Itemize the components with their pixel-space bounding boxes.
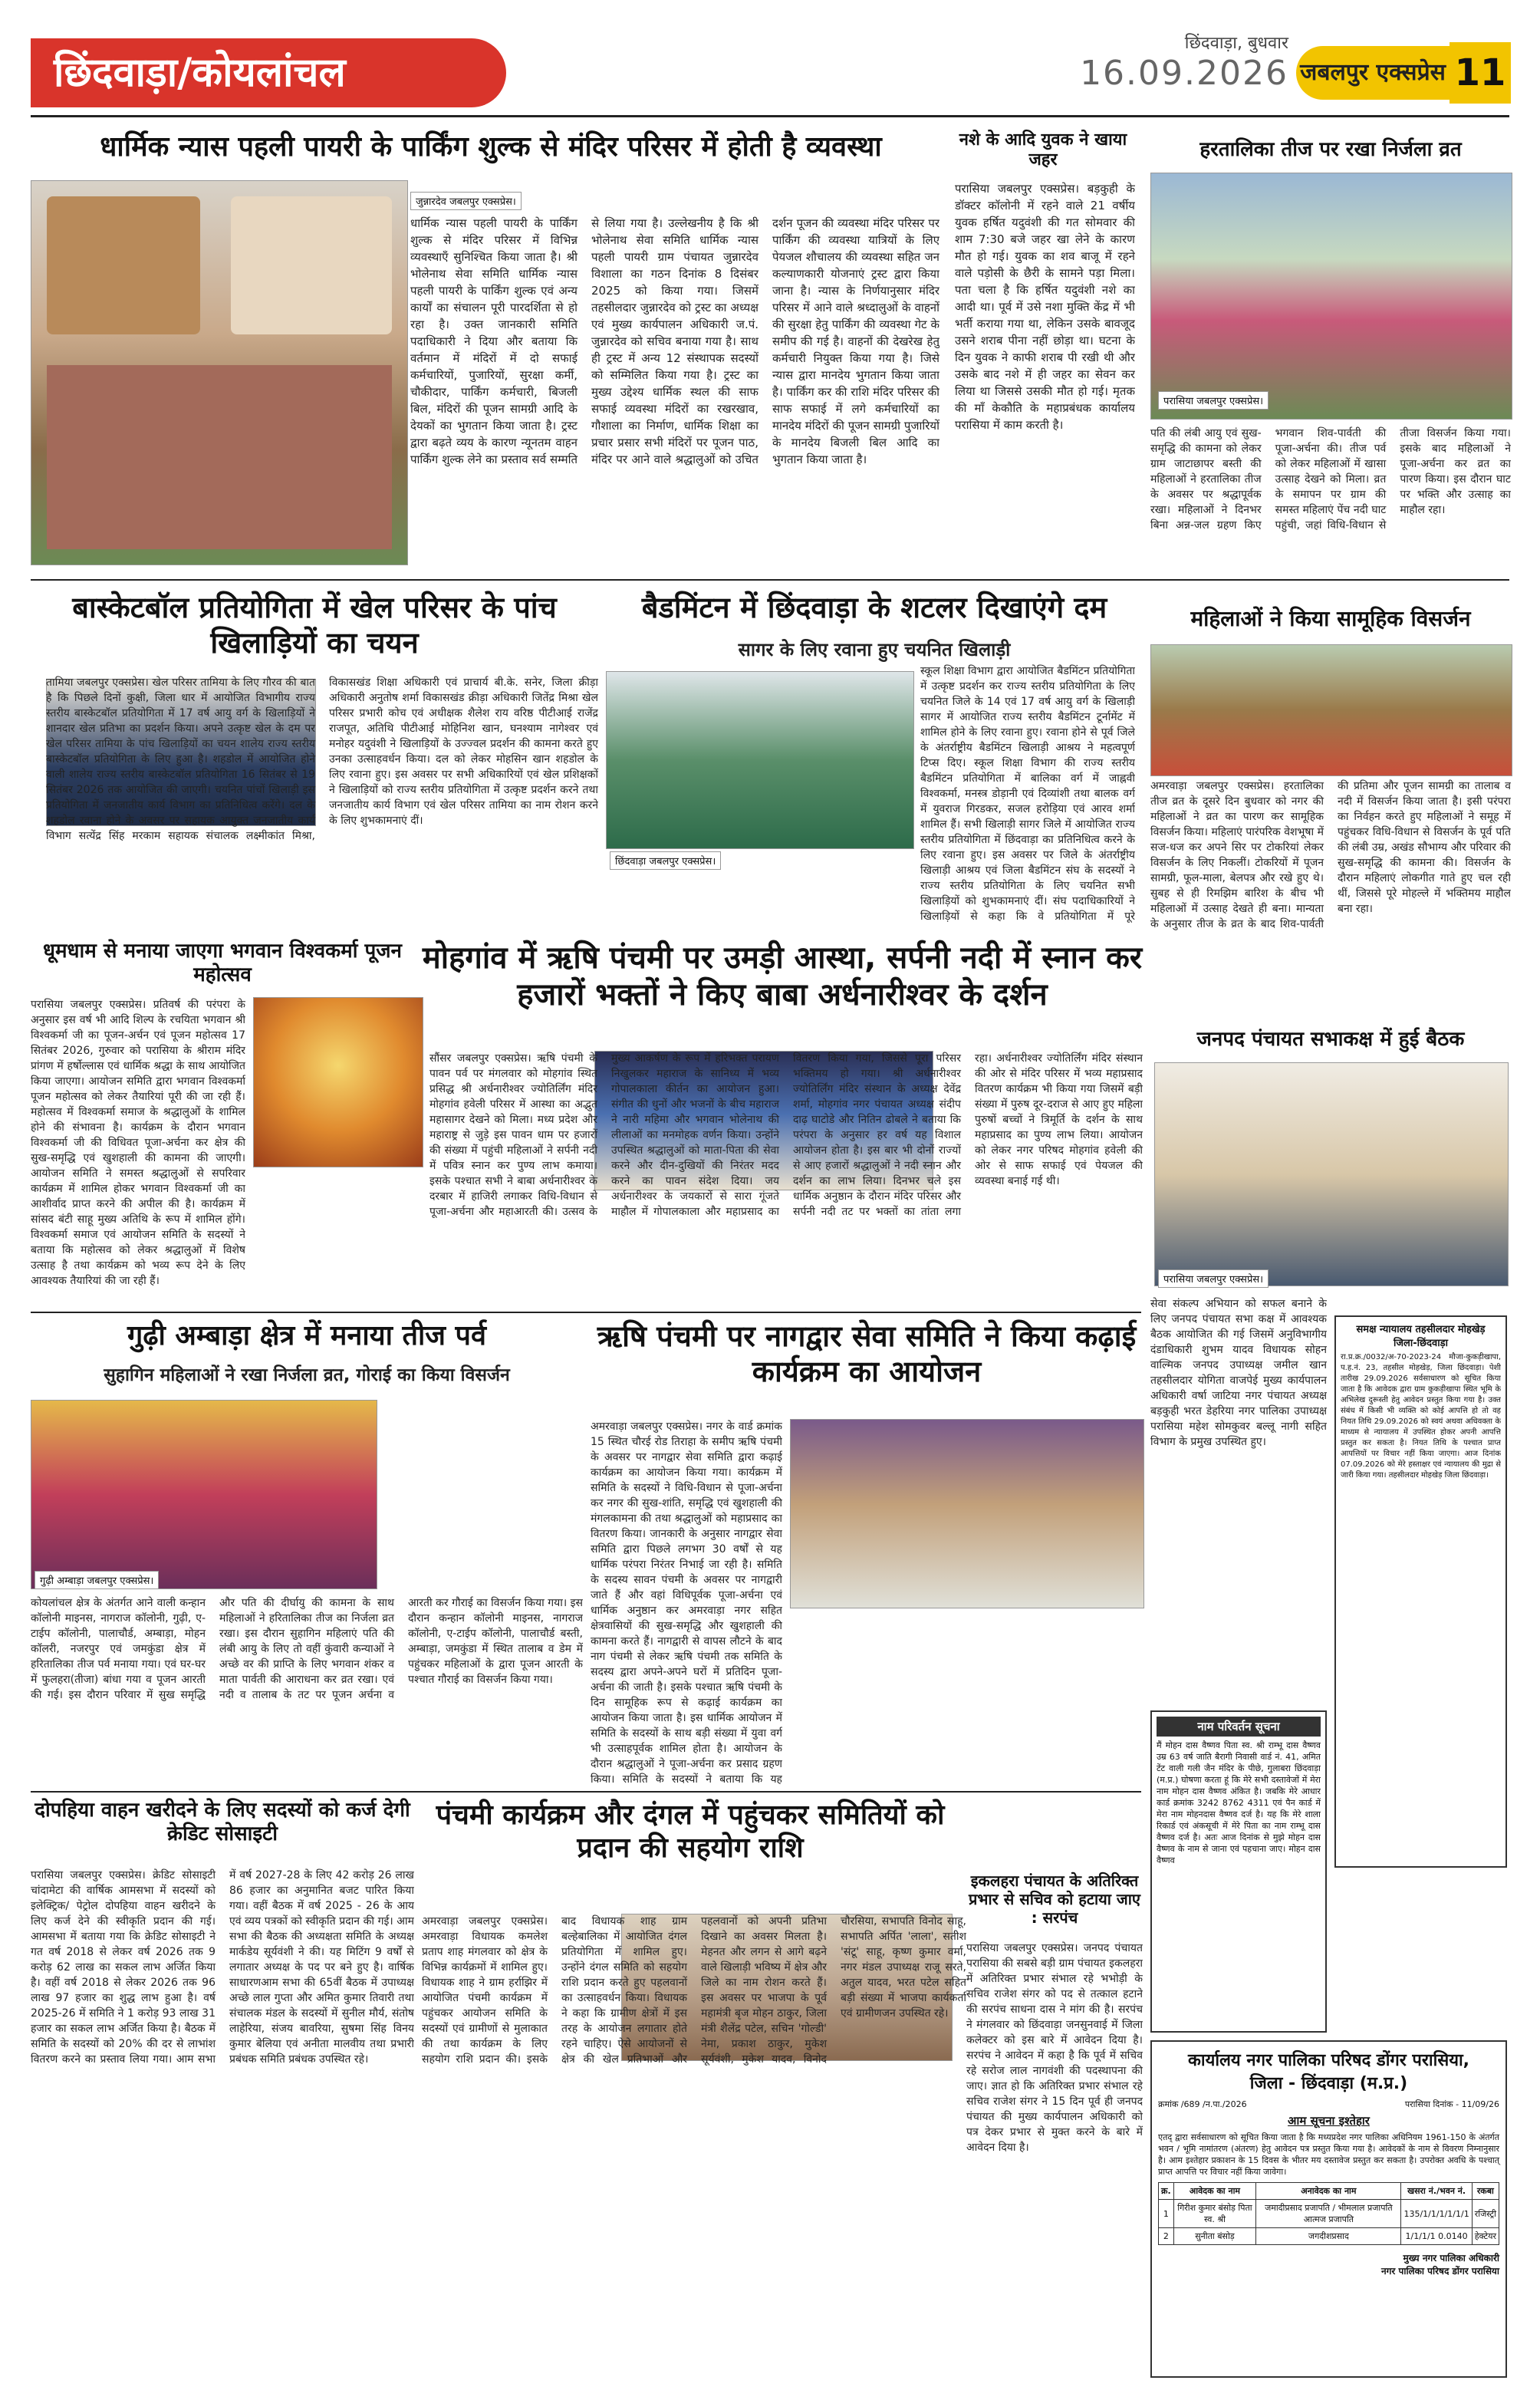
- notice-name-change: [1150, 1710, 1327, 2033]
- headline-gudhi: गुढ़ी अम्बाड़ा क्षेत्र में मनाया तीज पर्व: [127, 1320, 486, 1351]
- body-trust-parking: धार्मिक न्यास पहली पायरी के पार्किंग शुल्क से मंदिर परिसर में विभिन्न व्यवस्थाएँ सुनिश्चित किया जाता है। श्री भोलेनाथ सेवा समिति धार्मिक न्यास पहली पायरी के पार्किंग शुल्क एवं अन्य कार्यों का संचालन पूरी पारदर्शिता से हो रहा है। उक्त जानकारी समिति पदाधिकारी ने दिया और बताया कि वर्तमान में मंदिरों में दो सफाई कर्मचारियों, पुजारियों, सुरक्षा कर्मी, चौकीदार, पार्किंग कर्मचारी, बिजली बिल, मंदिरों की पूजन सामग्री आदि के देयकों का भुगतान किया जाता है। ट्रस्ट द्वारा बढ़ते व्यय के कारण न्यूनतम वाहन पार्किंग शुल्क लेने का प्रस्ताव सर्व सम्मति से लिया गया है। उल्लेखनीय है कि श्री भोलेनाथ सेवा समिति धार्मिक न्यास पहली पायरी ग्राम पंचायत जुन्नारदेव विशाला का गठन दिनांक 8 दिसंबर 2025 को किया गया। जिसमें तहसीलदार जुन्नारदेव को ट्रस्ट का अध्यक्ष एवं मुख्य कार्यपालन अधिकारी ज.पं. जुन्नारदेव को सचिव बनाया गया है। साथ ही ट्रस्ट में अन्य 12 संस्थापक सदस्यों को सम्मिलित किया गया है। ट्रस्ट का मुख्य उद्देश्य धार्मिक स्थल की साफ सफाई व्यवस्था मंदिरों का रखरखाव, गौशाला का निर्माण, धार्मिक शिक्षा का प्रचार प्रसार सभी मंदिरों पर पूजन पाठ, मंदिर पर आने वाले श्रद्धालुओं को उचित दर्शन पूजन की व्यवस्था मंदिर परिसर पर पार्किंग की व्यवस्था यात्रियों के लिए पेयजल शौचालय की व्यवस्था सहित जन कल्याणकारी योजनाएं ट्रस्ट द्वारा किया जाना है। न्यास के निर्णयानुसार मंदिर परिसर में आने वाले श्रध्दालुओं के वाहनों की सुरक्षा हेतु पार्किंग की व्यवस्था गेट के समीप की गई है। वाहनों की देखरेख हेतु कर्मचारी नियुक्त किया गया है। जिसे न्यास द्वारा मानदेय भुगतान किया जाता है। पार्किंग कर की राशि मंदिर परिसर की साफ सफाई में लगे कर्मचारियों का मानदेय मंदिरों की पूजन सामग्री पुजारियों के मानदेय बिजली बिल आदि का भुगतान किया जाता है।: [410, 216, 939, 466]
- notice-name-title: नाम परिवर्तन सूचना: [1157, 1717, 1321, 1737]
- table-cell: सुनीता बंसोड़: [1173, 2228, 1256, 2245]
- headline-badminton: बैडमिंटन में छिंदवाड़ा के शटलर दिखाएंगे दम: [641, 591, 1107, 624]
- table-header: आवेदक का नाम: [1173, 2183, 1256, 2200]
- body-poison: परासिया जबलपुर एक्सप्रेस। बड़कुही के डॉक्टर कॉलोनी में रहने वाले 21 वर्षीय युवक हर्षित यदुवंशी की गत सोमवार की शाम 7:30 बजे जहर खा लेने के कारण मौत हो गई। युवक का शव बाजू में रहने वाले पड़ोसी के छैरी के सामने पड़ा मिला। पता चला है कि हर्षित यदुवंशी नशे का आदी था। पूर्व में उसे नशा मुक्ति केंद्र में भी भर्ती कराया गया था, लेकिन उसके बावजूद उसने शराब पीना नहीं छोड़ा था। घटना के दिन युवक ने काफी शराब पी रखी थी और उसके बाद नशे में ही जहर का सेवन कर लिया था जिससे उसकी मौत हो गई। मृतक की माँ केकौति के महाप्रबंधक कार्यालय परासिया में काम करती है।: [955, 182, 1135, 432]
- headline-janpad: जनपद पंचायत सभाकक्ष में हुई बैठक: [1196, 1028, 1465, 1051]
- page-number-box: [1450, 42, 1511, 104]
- photo-temple: [31, 180, 408, 565]
- notice-name-text: मैं मोहन दास वैष्णव पिता स्व. श्री राम्भू दास वैष्णव उम्र 63 वर्ष जाति बैरागी निवासी वार्ड नं. 41, अमित टेंट वाली गली जैन मंदिर के पीछे, गुलाबरा छिंदवाड़ा (म.प्र.) घोषणा करता हूं कि मेरे सभी दस्तावेजों में मेरा नाम मोहन दास वैष्णव अंकित है। जबकि मेरे आधार कार्ड क्रमांक 3242 8762 4311 एवं पैन कार्ड में मेरा नाम मोहनदास वैष्णव दर्ज है। यह कि मेरे शाला रिकार्ड एवं अंकसूची में मेरे पिता का नाम राम्भू दास वैष्णव दर्ज है। अतः आज दिनांक से मुझे मोहन दास वैष्णव के नाम से जाना एवं पहचाना जाए। मोहन दास वैष्णव: [1157, 1740, 1321, 1865]
- date-block: [920, 31, 1288, 107]
- divider-3: [31, 1791, 1141, 1793]
- table-cell: हेक्टेयर: [1472, 2228, 1499, 2245]
- photo-vishwakarma: [253, 997, 423, 1167]
- table-row: [1159, 2228, 1499, 2245]
- notice-council-heading: आम सूचना इश्तेहार: [1288, 2114, 1370, 2128]
- table-cell: 135/1/1/1/1/1/1: [1401, 2200, 1472, 2228]
- brand-name: जबलपुर एक्सप्रेस: [1300, 59, 1446, 86]
- table-row: [1159, 2200, 1499, 2228]
- notice-council-signature-org: नगर पालिका परिषद डोंगर परासिया: [1381, 2266, 1499, 2277]
- body-credit-society: परासिया जबलपुर एक्सप्रेस। क्रेडिट सोसाइटी चांदामेटा की वार्षिक आमसभा में सदस्यों को इलेक्ट्रिक/ पेट्रोल दोपहिया वाहन खरीदने के लिए कर्ज देने की स्वीकृति प्रदान की गई। आमसभा में बताया गया कि क्रेडिट सोसाइटी ने गत वर्ष 2018 से लेकर वर्ष 2026 तक 9 करोड़ 62 लाख का सकल लाभ अर्जित किया है। वहीं वर्ष 2018 से लेकर 2026 तक 96 लाख 97 हजार का शुद्ध लाभ हुआ है। वर्ष 2025-26 में समिति ने 1 करोड़ 93 लाख 31 हजार का सकल लाभ अर्जित किया है। बैठक में समिति के सदस्यों को 20% की दर से लाभांश वितरण करने का प्रस्ताव लिया गया। आम सभा में वर्ष 2027-28 के लिए 42 करोड़ 26 लाख 86 हजार का अनुमानित बजट पारित किया गया। वहीं बैठक में वर्ष 2025 - 26 के आय एवं व्यय पत्रकों को स्वीकृति प्रदान की गई। आम सभा की बैठक की अध्यक्षता समिति के अध्यक्ष मार्कडेय सूर्यवंशी ने की। यह मिटिंग 9 वर्षों से लगातार अध्यक्ष के पद पर बने हुए है। वार्षिक साधारणआम सभा की 65वीं बैठक में उपाध्यक्ष अच्छे लाल गुप्ता और अमित कुमार तिवारी तथा संचालक मंडल के सदस्यों में सुनील मौर्य, संतोष लाहेरिया, संजय बावरिया, सुषमा सिंह विनय कुमार बेलिया एवं अनीता मालवीय तथा प्रभारी प्रबंधक समिति प्रबंधक उपस्थित रहे।: [31, 1869, 414, 2066]
- table-header: रकबा: [1472, 2183, 1499, 2200]
- body-sarpanch: परासिया जबलपुर एक्सप्रेस। जनपद पंचायत परासिया की सबसे बड़ी ग्राम पंचायत इकलहरा में अतिरिक्त प्रभार संभाल रहे भभोड़ी के सचिव राजेश संगर को पद से तत्काल हटाने की सरपंच साधना दास ने मांग की है। सरपंच ने मंगलवार को छिंदवाड़ा जनसुनवाई में जिला कलेक्टर को इस बारे में आवेदन दिया है। सरपंच ने आवेदन में कहा है कि पूर्व में सचिव रहे सरोज लाल नागवंशी की पदस्थापना की जाए। ज्ञात हो कि अतिरिक्त प्रभार संभाल रहे सचिव राजेश संगर ने 15 दिन पूर्व ही जनपद पंचायत की मुख्य कार्यपालन अधिकारी को पत्र देकर प्रभार से मुक्त करने के बारे में आवेदन दिया है।: [966, 1942, 1143, 2154]
- body-panchmi: अमरवाड़ा जबलपुर एक्सप्रेस। अमरवाड़ा विधायक कमलेश प्रताप शाह मंगलवार को क्षेत्र के विभिन्न कार्यक्रमों में शामिल हुए। विधायक शाह ने ग्राम हर्राझिर में आयोजित पंचमी कार्यक्रम में पहुंचकर आयोजन समिति के सदस्यों एवं ग्रामीणों से मुलाकात की तथा कार्यक्रम के लिए सहयोग राशि प्रदान की। इसके बाद विधायक शाह ग्राम बल्हेबालिका में आयोजित दंगल प्रतियोगिता में शामिल हुए। उन्होंने दंगल समिति को सहयोग राशि प्रदान करते हुए पहलवानों का उत्साहवर्धन किया। विधायक ने कहा कि ग्रामीण क्षेत्रों में इस तरह के आयोजन लगातार होते रहने चाहिए। ऐसे आयोजनों से क्षेत्र की खेल प्रतिभाओं और पहलवानों को अपनी प्रतिभा दिखाने का अवसर मिलता है। मेहनत और लगन से आगे बढ़ने वाले खिलाड़ी भविष्य में क्षेत्र और जिले का नाम रोशन करते हैं। इस अवसर पर भाजपा के पूर्व महामंत्री बृज मोहन ठाकुर, जिला मंत्री शैलेंद्र पटेल, सचिन 'गोल्डी' नेमा, प्रकाश ठाकुर, मुकेश सूर्यवंशी, मुकेश यादव, विनोद चौरसिया, सभापति विनोद साहू, सभापति अर्पित 'लाला', सतीश 'संटू' साहू, कृष्ण कुमार वर्मा, नगर मंडल उपाध्यक्ष राजू सरते, अतुल यादव, भरत पटेल सहित बड़ी संख्या में भाजपा कार्यकर्ता एवं ग्रामीणजन उपस्थित रहे।: [422, 1915, 966, 2066]
- table-cell: रजिस्ट्री: [1472, 2200, 1499, 2228]
- body-teej: पति की लंबी आयु एवं सुख-समृद्धि की कामना को लेकर ग्राम जाटाछापर बस्ती की महिलाओं ने हरतालिका तीज के अवसर पर श्रद्धापूर्वक रखा। महिलाओं ने दिनभर बिना अन्न-जल ग्रहण किए भगवान शिव-पार्वती की पूजा-अर्चना की। तीज पर्व को लेकर महिलाओं में खासा उत्साह देखने को मिला। व्रत के समापन पर ग्राम की समस्त महिलाएं पेंच नदी घाट पहुंची, जहां विधि-विधान से तीजा विसर्जन किया गया। इसके बाद महिलाओं ने पूजा-अर्चना कर व्रत का पारण किया। इस दौरान घाट पर भक्ति और उत्साह का माहौल रहा।: [1150, 427, 1511, 532]
- headline-credit-society: दोपहिया वाहन खरीदने के लिए सदस्यों को कर्ज देगी क्रेडिट सोसाइटी: [35, 1799, 410, 1846]
- notice-council: [1150, 2040, 1507, 2378]
- headline-visarjan: महिलाओं ने किया सामूहिक विसर्जन: [1190, 606, 1471, 631]
- notice-tehsil-title: समक्ष न्यायालय तहसीलदार मोहखेड़: [1356, 1324, 1486, 1335]
- headline-poison: नशे के आदि युवक ने खाया जहर: [959, 130, 1127, 170]
- notice-tehsil: [1334, 1315, 1507, 1868]
- notice-council-signature: मुख्य नगर पालिका अधिकारी: [1403, 2253, 1499, 2263]
- notice-council-ref: क्रमांक /689 /न.पा./2026: [1158, 2099, 1247, 2109]
- table-header: क्र.: [1159, 2183, 1174, 2200]
- headline-mohgaon: मोहगांव में ऋषि पंचमी पर उमड़ी आस्था, सर्पनी नदी में स्नान कर हजारों भक्तों ने किए बाबा अर्धनारीश्वर के दर्शन: [422, 940, 1143, 1012]
- table-cell: जगदीशप्रसाद: [1256, 2228, 1401, 2245]
- table-cell: गिरीश कुमार बंसोड़ पिता स्व. श्री: [1173, 2200, 1256, 2228]
- photo-nagdwar: [790, 1419, 1144, 1608]
- notice-council-title: कार्यालय नगर पालिका परिषद डोंगर परासिया,: [1187, 2051, 1470, 2070]
- notice-council-district: जिला - छिंदवाड़ा (म.प्र.): [1249, 2074, 1408, 2093]
- body-vishwakarma: परासिया जबलपुर एक्सप्रेस। प्रतिवर्ष की परंपरा के अनुसार इस वर्ष भी आदि शिल्प के रचयिता भगवान श्री विश्वकर्मा जी का पूजन-अर्चन एवं पूजन महोत्सव 17 सितंबर 2026, गुरुवार को परासिया के श्रीराम मंदिर प्रांगण में हर्षोल्लास एवं धार्मिक श्रद्धा के साथ आयोजित किया जाएगा। आयोजन समिति द्वारा भगवान विश्वकर्मा पूजन महोत्सव को लेकर तैयारियां पूरी की जा रही हैं। महोत्सव में विश्वकर्मा समाज के श्रद्धालुओं के शामिल होने की संभावना है। कार्यक्रम के दौरान भगवान विश्वकर्मा जी की विधिवत पूजा-अर्चना कर क्षेत्र की सुख-समृद्धि एवं खुशहाली की कामना की जाएगी। आयोजन समिति ने समस्त श्रद्धालुओं से सपरिवार कार्यक्रम में शामिल होकर भगवान विश्वकर्मा जी का आशीर्वाद प्राप्त करने की अपील की है। कार्यक्रम में सांसद बंटी साहू मुख्य अतिथि के रूप में शामिल होंगे। विश्वकर्मा समाज एवं आयोजन समिति के सदस्यों ने बताया कि महोत्सव को लेकर श्रद्धालुओं में विशेष उत्साह है तथा कार्यक्रम को भव्य रूप देने के लिए आवश्यक तैयारियां की जा रही हैं।: [31, 999, 245, 1287]
- body-janpad: सेवा संकल्प अभियान को सफल बनाने के लिए जनपद पंचायत सभा कक्ष में आवश्यक बैठक आयोजित की गई जिसमें अनुविभागीय दंडाधिकारी शुभम यादव विधायक सोहन वाल्मिक जनपद उपाध्यक्ष जमील खान तहसीलदार योगिता वाजपेई मुख्य कार्यपालन अधिकारी वर्षा जाटिया नगर पंचायत अध्यक्ष बड़कुही भरत डेहरिया नगर पालिका उपाध्यक्ष परासिया महेश सोमकुवर बल्लू नागी सहित विभाग के प्रमुख उपस्थित हुए।: [1150, 1298, 1327, 1448]
- section-banner: [31, 38, 506, 107]
- table-header: खसरा नं./भवन नं.: [1401, 2183, 1472, 2200]
- notice-tehsil-district: जिला-छिंदवाड़ा: [1394, 1338, 1448, 1349]
- photo-caption-badminton: छिंदवाड़ा जबलपुर एक्सप्रेस।: [610, 851, 721, 870]
- photo-teej: [1150, 173, 1512, 420]
- headline-panchmi: पंचमी कार्यक्रम और दंगल में पहुंचकर समितियों को प्रदान की सहयोग राशि: [436, 1799, 945, 1865]
- city-day: छिंदवाड़ा, बुधवार: [1184, 34, 1288, 53]
- headline-nagdwar: ऋषि पंचमी पर नागद्वार सेवा समिति ने किया कढ़ाई कार्यक्रम का आयोजन: [597, 1319, 1137, 1388]
- headline-vishwakarma: धूमधाम से मनाया जाएगा भगवान विश्वकर्मा पूजन महोत्सव: [43, 940, 402, 987]
- table-cell: 1: [1159, 2200, 1174, 2228]
- headline-basketball: बास्केटबॉल प्रतियोगिता में खेल परिसर के पांच खिलाड़ियों का चयन: [72, 591, 557, 660]
- subhead-gudhi: सुहागिन महिलाओं ने रखा निर्जला व्रत, गोराई का किया विसर्जन: [104, 1365, 510, 1385]
- body-basketball: तामिया जबलपुर एक्सप्रेस। खेल परिसर तामिया के लिए गौरव की बात है कि पिछले दिनों कुक्षी, जिला धार में आयोजित विभागीय राज्य स्तरीय बास्केटबॉल प्रतियोगिता में 17 वर्ष आयु वर्ग के खिलाड़ियों ने शानदार खेल प्रतिभा का प्रदर्शन किया। अपने उत्कृष्ट खेल के दम पर खेल परिसर तामिया के पांच खिलाड़ियों का चयन शालेय राज्य स्तरीय बास्केटबॉल प्रतियोगिता के लिए हुआ है। शहडोल में आयोजित होने वाली शालेय राज्य स्तरीय बास्केटबॉल प्रतियोगिता 16 सितंबर से 19 सितंबर 2026 तक आयोजित की जाएगी। चयनित पांचों खिलाड़ी इस प्रतियोगिता में जनजातीय कार्य विभाग का प्रतिनिधित्व करेंगे। दल के शहडोल रवाना होने के अवसर पर सहायक आयुक्त जनजातीय कार्य विभाग सत्येंद्र सिंह मरकाम सहायक संचालक लक्ष्मीकांत मिश्रा, विकासखंड शिक्षा अधिकारी एवं प्राचार्य बी.के. सनेर, जिला क्रीड़ा अधिकारी अनुतोष शर्मा विकासखंड क्रीड़ा अधिकारी जितेंद्र मिश्रा खेल परिसर प्रभारी कोच एवं अधीक्षक शैलेश राय वरिष्ठ पीटीआई राजेंद्र राजपूत, अतिथि पीटीआई मोहिनिश खान, घनश्याम नागेश्वर एवं मनोहर यदुवंशी ने खिलाड़ियों के उज्ज्वल प्रदर्शन की कामना करते हुए उनका उत्साहवर्धन किया। दल को लेकर मोहसिन खान शहडोल के लिए रवाना हुए। इस अवसर पर सभी अधिकारियों एवं खेल प्रशिक्षकों ने खिलाड़ियों को राज्य स्तरीय प्रतियोगिता में उत्कृष्ट प्रदर्शन करने तथा जनजातीय कार्य विभाग एवं खेल परिसर तामिया का नाम रोशन करने के लिए शुभकामनाएं दीं।: [46, 677, 598, 842]
- divider-2: [31, 1312, 1141, 1313]
- subhead-badminton: सागर के लिए रवाना हुए चयनित खिलाड़ी: [738, 639, 1011, 660]
- body-nagdwar: अमरवाड़ा जबलपुर एक्सप्रेस। नगर के वार्ड क्रमांक 15 स्थित चौरई रोड तिराहा के समीप ऋषि पंचमी के अवसर पर नागद्वार सेवा समिति द्वारा कढ़ाई कार्यक्रम का आयोजन किया गया। कार्यक्रम में समिति के सदस्यों ने विधि-विधान से पूजा-अर्चना कर नगर की सुख-शांति, समृद्धि एवं खुशहाली की मंगलकामना की तथा श्रद्धालुओं को महाप्रसाद का वितरण किया। जानकारी के अनुसार नागद्वार सेवा समिति द्वारा पिछले लगभग 30 वर्षों से यह धार्मिक परंपरा निरंतर निभाई जा रही है। समिति के सदस्य सावन पंचमी के अवसर पर नागद्वारी जाते हैं और वहां विधिपूर्वक पूजा-अर्चना एवं धार्मिक अनुष्ठान कर अमरवाड़ा नगर सहित क्षेत्रवासियों की सुख-समृद्धि और खुशहाली की कामना करते हैं। नागद्वारी से वापस लौटने के बाद नाग पंचमी से लेकर ऋषि पंचमी तक समिति के सदस्य द्वारा अपने-अपने घरों में प्रतिदिन पूजा-अर्चना की जाती है। इसके पश्चात ऋषि पंचमी के दिन सामूहिक रूप से कढ़ाई कार्यक्रम का आयोजन किया जाता है। इस धार्मिक आयोजन में समिति के सदस्यों के साथ बड़ी संख्या में युवा वर्ग भी उत्साहपूर्वक शामिल होता है। आयोजन के दौरान श्रद्धालुओं ने पूजा-अर्चना कर प्रसाद ग्रहण किया। समिति के सदस्यों ने बताया कि यह: [591, 1421, 782, 1786]
- notice-council-date: परासिया दिनांक - 11/09/26: [1404, 2099, 1499, 2109]
- table-header: अनावेदक का नाम: [1256, 2183, 1401, 2200]
- notice-council-text: एतद् द्वारा सर्वसाधारण को सूचित किया जाता है कि मध्यप्रदेश नगर पालिका अधिनियम 1961-150 के अंतर्गत भवन / भूमि नामांतरण (अंतरण) हेतु आवेदन पत्र प्रस्तुत किया गया है। आवेदकों के नाम से विवरण निम्नानुसार है। आम इश्तेहार प्रकाशन के 15 दिवस के भीतर मय दस्तावेज प्रस्तुत कर सकता है। उपरोक्त अवधि के पश्चात् प्राप्त आपत्ति पर विचार नहीं किया जावेगा।: [1158, 2132, 1499, 2177]
- table-cell: 2: [1159, 2228, 1174, 2245]
- table-header-row: [1159, 2183, 1499, 2200]
- notice-tehsil-text: रा.प्र.क्र./0032/अ-70-2023-24 मौजा-कुकड़ीखापा, प.ह.नं. 23, तहसील मोहखेड़, जिला छिंदवाड़ा। पेशी तारीख 29.09.2026 सर्वसाधारण को सूचित किया जाता है कि आवेदक द्वारा ग्राम कुकड़ीखापा स्थित भूमि के अभिलेख दुरूस्ती हेतु आवेदन प्रस्तुत किया गया है। उक्त संबंध में किसी भी व्यक्ति को कोई आपत्ति हो तो वह नियत तिथि 29.09.2026 को स्वयं अथवा अधिवक्ता के माध्यम से न्यायालय में उपस्थित होकर अपनी आपत्ति प्रस्तुत कर सकता है। नियत तिथि के पश्चात प्राप्त आपत्तियों पर विचार नहीं किया जाएगा। आज दिनांक 07.09.2026 को मेरे हस्ताक्षर एवं न्यायालय की मुद्रा से जारी किया गया। तहसीलदार मोहखेड़ जिला छिंदवाड़ा।: [1341, 1353, 1501, 1480]
- photo-caption-trust: जुन्नारदेव जबलपुर एक्सप्रेस।: [410, 192, 522, 210]
- photo-caption-teej: परासिया जबलपुर एक्सप्रेस।: [1158, 391, 1269, 410]
- divider-1: [31, 579, 1509, 581]
- photo-visarjan: [1150, 644, 1512, 776]
- headline-teej: हरतालिका तीज पर रखा निर्जला व्रत: [1199, 138, 1462, 161]
- photo-janpad: [1154, 1062, 1509, 1286]
- body-visarjan: अमरवाड़ा जबलपुर एक्सप्रेस। हरतालिका तीज व्रत के दूसरे दिन बुधवार को नगर की महिलाओं ने व्रत का पारण कर सामूहिक विसर्जन किया। महिलाएं पारंपरिक वेशभूषा में सज-धज कर अपने सिर पर टोकरियां लेकर विसर्जन के लिए निकलीं। टोकरियों में पूजन सामग्री, फूल-माला, बेलपत्र और रखे हुए थे। सुबह से ही रिमझिम बारिश के बीच भी महिलाओं में उत्साह देखते ही बना। मान्यता के अनुसार तीज के व्रत के बाद शिव-पार्वती की प्रतिमा और पूजन सामग्री का तालाब व नदी में विसर्जन किया जाता है। इसी परंपरा का निर्वहन करते हुए महिलाओं ने समूह में पहुंचकर विधि-विधान से विसर्जन के पूर्व पति की लंबी उम्र, अखंड सौभाग्य और परिवार की सुख-समृद्धि की कामना की। विसर्जन के दौरान महिलाएं लोकगीत गाते हुए चल रही थीं, जिससे पूरे मोहल्ले में भक्तिमय माहौल बना रहा।: [1150, 780, 1511, 930]
- masthead-rule: [31, 115, 1509, 117]
- brand-banner: [1296, 46, 1450, 100]
- body-badminton: स्कूल शिक्षा विभाग द्वारा आयोजित बैडमिंटन प्रतियोगिता में उत्कृष्ट प्रदर्शन कर राज्य स्तरीय प्रतियोगिता के लिए चयनित जिले के 14 एवं 17 वर्ष आयु वर्ग के खिलाड़ी सागर में आयोजित राज्य स्तरीय बैडमिंटन टूर्नामेंट में शामिल होने के लिए रवाना हुए। रवाना होने से पूर्व जिले के अंतर्राष्ट्रीय बैडमिंटन खिलाड़ी आश्रय ने महत्वपूर्ण टिप्स दिए। स्कूल शिक्षा विभाग की राज्य स्तरीय बैडमिंटन प्रतियोगिता में बालिका वर्ग में जाह्नवी विश्वकर्मा, मनस्त्र डोड़ानी एवं दिव्यांशी तथा बालक वर्ग में युवराज गिरडकर, सजल हरोड़िया एवं आरव शर्मा शामिल हैं। सभी खिलाड़ी सागर जिले में आयोजित राज्य स्तरीय प्रतियोगिता में छिंदवाड़ा का प्रतिनिधित्व करने के लिए रवाना हुए। इस अवसर पर जिले के अंतर्राष्ट्रीय खिलाड़ी आश्रय एवं जिला बैडमिंटन संघ के सदस्यों ने राज्य स्तरीय प्रतियोगिता के लिए चयनित सभी खिलाड़ियों को शुभकामनाएं दीं। संघ पदाधिकारियों ने खिलाड़ियों से कहा कि वे प्रतियोगिता में पूरे: [920, 665, 1135, 923]
- body-mohgaon: सौंसर जबलपुर एक्सप्रेस। ऋषि पंचमी के पावन पर्व पर मंगलवार को मोहगांव स्थित प्रसिद्ध श्री अर्धनारीश्वर ज्योतिर्लिंग मंदिर मोहगांव हवेली परिसर में आस्था का अद्भुत महासागर देखने को मिला। मध्य प्रदेश और महाराष्ट्र से जुड़े इस पावन धाम पर हजारों की संख्या में पहुंची महिलाओं ने सर्पनी नदी में पवित्र स्नान कर पुण्य लाभ कमाया। इसके पश्चात सभी ने बाबा अर्धनारीश्वर के दरबार में हाजिरी लगाकर विधि-विधान से पूजा-अर्चना और महाआरती की। उत्सव के मुख्य आकर्षण के रूप में हरिभक्त परायण निखुलकर महाराज के सानिध्य में भव्य गोपालकाला कीर्तन का आयोजन हुआ। संगीत की धुनों और भजनों के बीच महाराज ने नारी महिमा और भगवान भोलेनाथ की लीलाओं का मनमोहक वर्णन किया। उन्होंने उपस्थित श्रद्धालुओं को माता-पिता की सेवा करने और दीन-दुखियों की निरंतर मदद करने का पावन संदेश दिया। जय अर्धनारीश्वर के जयकारों से सारा गूंजते माहौल में गोपालकाला और महाप्रसाद का वितरण किया गया, जिससे पूरा परिसर भक्तिमय हो गया। श्री अर्धनारीश्वर ज्योतिर्लिंग मंदिर संस्थान के अध्यक्ष देवेंद्र शर्मा, मोहगांव नगर पंचायत अध्यक्ष संदीप दाढ़ घाटोडे और नितिन ढोबले ने बताया कि परंपरा के अनुसार हर वर्ष यह विशाल आयोजन होता है। इस बार भी दोनों राज्यों से आए हजारों श्रद्धालुओं ने नदी स्नान और दर्शन का लाभ लिया। दिनभर चले इस धार्मिक अनुष्ठान के दौरान मंदिर परिसर और सर्पनी नदी तट पर भक्तों का तांता लगा रहा। अर्धनारीश्वर ज्योतिर्लिंग मंदिर संस्थान की ओर से मंदिर परिसर में भव्य महाप्रसाद वितरण कार्यक्रम भी किया गया जिसमें बड़ी संख्या में पुरुष दूर-दराज से आए हुए महिला पुरुषों बच्चों ने त्रिमूर्ति के दर्शन के साथ महाप्रसाद का पुण्य लाभ लिया। आयोजन को लेकर नगर परिषद मोहगांव हवेली की ओर से साफ सफाई एवं पेयजल की व्यवस्था बनाई गई थी।: [429, 1052, 1143, 1218]
- photo-gudhi: [31, 1400, 377, 1589]
- body-gudhi: कोयलांचल क्षेत्र के अंतर्गत आने वाली कन्हान कॉलोनी माइनस, नागराज कॉलोनी, गुढ़ी, ए-टाईप कॉलोनी, पालाचौर्ड, अम्बाड़ा, मोहन कॉलरी, नजरपुर एवं जमकुंडा क्षेत्र में हरितालिका तीज पर्व मनाया गया। एवं घर-घर में फुलहरा(तीजा) बांधा गया व पूजन आरती की गई। इस दौरान परिवार में सुख समृद्धि और पति की दीर्घायु की कामना के साथ महिलाओं ने हरितालिका तीज का निर्जला व्रत रखा। इस दौरान सुहागिन महिलाएं पति की लंबी आयु के लिए तो वहीं कुंवारी कन्याओं ने अच्छे वर की प्राप्ति के लिए भगवान शंकर व माता पार्वती की आराधना कर व्रत रखा। एवं नदी व तालाब के तट पर पूजन अर्चना व आरती कर गौराई का विसर्जन किया गया। इस दौरान कन्हान कॉलोनी माइनस, नागराज कॉलोनी, ए-टाईप कॉलोनी, पालाचौर्ड बस्ती, अम्बाड़ा, जमकुंडा में स्थित तालाब व डेम में पहुंचकर महिलाओं के द्वारा पूजन आरती के पश्चात गौराई का विसर्जन किया गया।: [31, 1597, 583, 1701]
- page-number: 11: [1454, 51, 1506, 94]
- photo-caption-janpad: परासिया जबलपुर एक्सप्रेस।: [1158, 1269, 1269, 1288]
- headline-trust-parking: धार्मिक न्यास पहली पायरी के पार्किंग शुल्क से मंदिर परिसर में होती है व्यवस्था: [100, 131, 882, 163]
- issue-date: 16.09.2026: [1080, 54, 1288, 93]
- table-cell: 1/1/1/1 0.0140: [1401, 2228, 1472, 2245]
- headline-sarpanch: इकलहरा पंचायत के अतिरिक्त प्रभार से सचिव को हटाया जाए : सरपंच: [969, 1872, 1140, 1927]
- table-cell: जमादीप्रसाद प्रजापति / भीमलाल प्रजापति आत्मज प्रजापति: [1256, 2200, 1401, 2228]
- section-title: छिंदवाड़ा/कोयलांचल: [54, 50, 346, 96]
- photo-caption-gudhi: गुढ़ी अम्बाड़ा जबलपुर एक्सप्रेस।: [35, 1571, 159, 1589]
- notice-council-table: [1158, 2182, 1499, 2245]
